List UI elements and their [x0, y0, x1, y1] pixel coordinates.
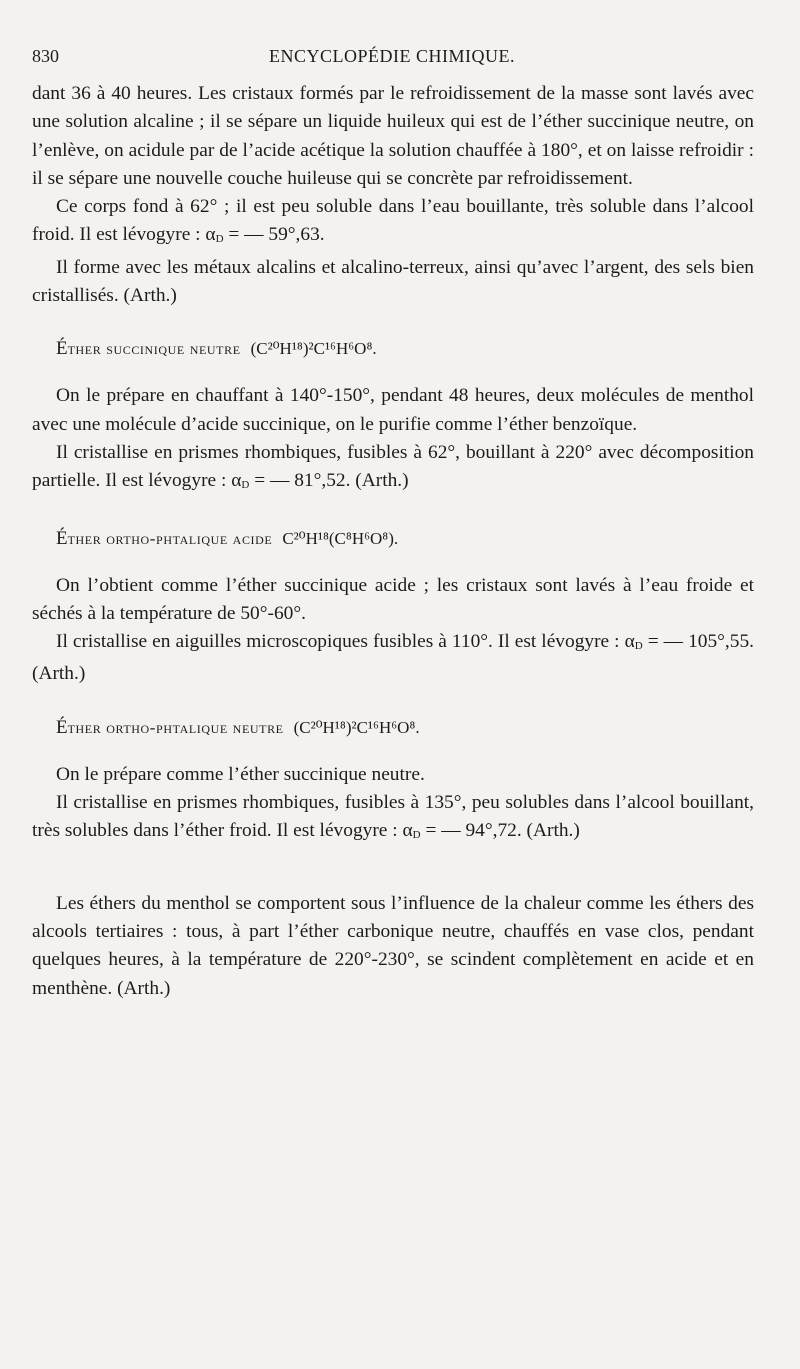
paragraph: On le prépare en chauffant à 140°-150°, pendant 48 heures, deux molécules de menthol avec une molécule d’acide succinique, on le purifie comme l’éther benzoïque.	[32, 385, 754, 435]
heading-initial: É	[56, 716, 68, 738]
section-heading	[32, 528, 754, 550]
page-body	[32, 80, 754, 1003]
heading-title: ther succinique neutre	[67, 339, 241, 359]
heading-formula: (C²⁰H¹⁸)²C¹⁶H⁶O⁸.	[250, 339, 377, 359]
heading-formula: (C²⁰H¹⁸)²C¹⁶H⁶O⁸.	[293, 717, 420, 737]
paragraph-text: = — 94°,72. (Arth.)	[420, 820, 580, 842]
subscript: D	[241, 479, 250, 492]
heading-initial: É	[56, 338, 68, 360]
running-title: ENCYCLOPÉDIE CHIMIQUE.	[269, 46, 515, 66]
paragraph	[32, 439, 754, 500]
section-heading	[32, 717, 754, 739]
paragraph-text: = — 81°,52. (Arth.)	[249, 470, 409, 492]
heading-initial: É	[56, 527, 68, 549]
subscript: D	[215, 233, 224, 246]
paragraph: Il forme avec les métaux alcalins et alcalino-terreux, ainsi qu’avec l’argent, des sels bien cristallisés. (Arth.)	[32, 256, 754, 307]
paragraph-text: = — 59°,63.	[223, 224, 325, 246]
paragraph	[32, 628, 754, 689]
subscript: D	[634, 640, 643, 653]
paragraph: dant 36 à 40 heures. Les cristaux formés par le refroidissement de la masse sont lavés avec une solution alcaline ; il se sépare un liquide huileux qui est de l’éther succinique neutre, on l’enlève, on acidule par de l’acide acétique la solution chauffée à 180°, et on laisse refroidir : il se sépare une nouvelle couche huileuse qui se concrète par refroidissement.	[32, 83, 754, 189]
paragraph-text: Ce corps fond à 62° ; il est peu soluble dans l’eau bouillante, très soluble dans l’alcool froid. Il est lévogyre : α	[32, 196, 754, 246]
paragraph-text: Il cristallise en aiguilles microscopiques fusibles à 110°. Il est lévogyre : α	[56, 631, 635, 653]
heading-title: ther ortho-phtalique neutre	[67, 717, 284, 737]
page-number: 830	[32, 46, 59, 66]
paragraph	[32, 193, 754, 254]
paragraph	[32, 789, 754, 850]
paragraph: On l’obtient comme l’éther succinique acide ; les cristaux sont lavés à l’eau froide et séchés à la température de 50°-60°.	[32, 574, 754, 624]
subscript: D	[412, 829, 421, 842]
paragraph-text: = — 105°,55. (Arth.)	[32, 631, 754, 685]
heading-formula: C²⁰H¹⁸(C⁸H⁶O⁸).	[282, 528, 399, 548]
paragraph: Les éthers du menthol se comportent sous l’influence de la chaleur comme les éthers des alcools tertiaires : tous, à part l’éther carbonique neutre, chauffés en vase clos, pendant quelques heures, à la température de 220°-230°, se scindent complètement en acide et en menthène. (Arth.)	[32, 892, 754, 999]
paragraph: On le prépare comme l’éther succinique neutre.	[56, 763, 425, 785]
page-header	[32, 46, 752, 70]
section-heading	[32, 338, 754, 360]
heading-title: ther ortho-phtalique acide	[67, 528, 273, 548]
paragraph-text: Il cristallise en prismes rhombiques, fusibles à 135°, peu solubles dans l’alcool bouillant, très solubles dans l’éther froid. Il est lévogyre : α	[32, 792, 754, 842]
paragraph-text: Il cristallise en prismes rhombiques, fusibles à 62°, bouillant à 220° avec décomposition partielle. Il est lévogyre : α	[32, 441, 754, 492]
